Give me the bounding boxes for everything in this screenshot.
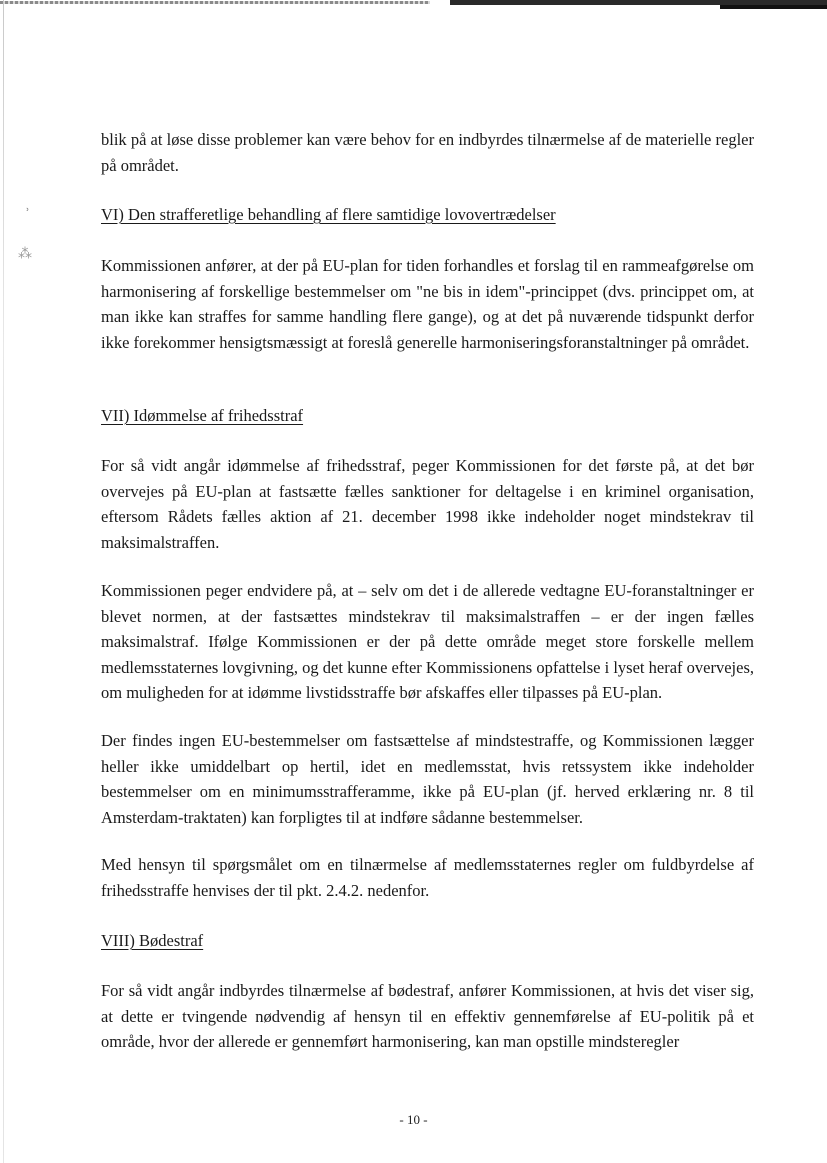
heading-vi: VI) Den strafferetlige behandling af flere samtidige lovovertrædelser bbox=[101, 205, 556, 224]
paragraph-vii-3: Der findes ingen EU-bestemmelser om fastsættelse af mindstestraffe, og Kommissionen lægger heller ikke umiddelbart op hertil, idet en medlemsstat, hvis retssystem ikke indeholder bestemmelser om en minimumsstrafferamme, ikke på EU-plan (jf. herved erklæring nr. 8 til Amsterdam-traktaten) kan forpligtes til at indføre sådanne bestemmelser. bbox=[101, 731, 754, 827]
scan-rule-thick bbox=[720, 5, 827, 9]
paragraph-vii-4: Med hensyn til spørgsmålet om en tilnærmelse af medlemsstaternes regler om fuldbyrdelse af frihedsstraffe henvises der til pkt. 2.4.2. nedenfor. bbox=[101, 855, 754, 900]
scan-speck: ʾ bbox=[26, 206, 30, 220]
scan-left-edge bbox=[3, 0, 4, 1163]
heading-vii: VII) Idømmelse af frihedsstraf bbox=[101, 406, 304, 425]
paragraph-viii: For så vidt angår indbyrdes tilnærmelse af bødestraf, anfører Kommissionen, at hvis det viser sig, at dette er tvingende nødvendig af hensyn til en effektiv gennemførelse af EU-politik på et område, hvor der allerede er gennemført harmonisering, kan man opstille mindsteregler bbox=[101, 981, 754, 1051]
scan-top-rule bbox=[0, 0, 827, 10]
scan-rule-dotted bbox=[0, 1, 430, 4]
paragraph-intro: blik på at løse disse problemer kan være behov for en indbyrdes tilnærmelse af de materielle regler på området. bbox=[101, 130, 754, 175]
scan-smudge: ⁂ bbox=[18, 246, 32, 262]
paragraph-vi: Kommissionen anfører, at der på EU-plan for tiden forhandles et forslag til en rammeafgørelse om harmonisering af forskellige bestemmelser om "ne bis in idem"-princippet (dvs. princippet om, at man ikke kan straffes for samme handling flere gange), og at det på nuværende tidspunkt derfor ikke forekommer hensigtsmæssigt at foreslå generelle harmoniseringsforanstaltninger på området. bbox=[101, 256, 754, 352]
paragraph-vii-2: Kommissionen peger endvidere på, at – selv om det i de allerede vedtagne EU-foranstaltninger er blevet normen, at der fastsættes mindstekrav til maksimalstraffen – er der ingen fælles maksimalstraf. Ifølge Kommissionen er der på dette område meget store forskelle mellem medlemsstaternes lovgivning, og det kunne efter Kommissionens opfattelse i lyset heraf overvejes, om muligheden for at idømme livstidsstraffe bør afskaffes eller tilpasses på EU-plan. bbox=[101, 581, 754, 702]
heading-viii: VIII) Bødestraf bbox=[101, 931, 204, 950]
paragraph-vii-1: For så vidt angår idømmelse af frihedsstraf, peger Kommissionen for det første på, at det bør overvejes på EU-plan at fastsætte fælles sanktioner for deltagelse i en kriminel organisation, eftersom Rådets fælles aktion af 21. december 1998 ikke indeholder noget mindstekrav til maksimalstraffen. bbox=[101, 456, 754, 552]
page-number: - 10 - bbox=[399, 1112, 428, 1127]
